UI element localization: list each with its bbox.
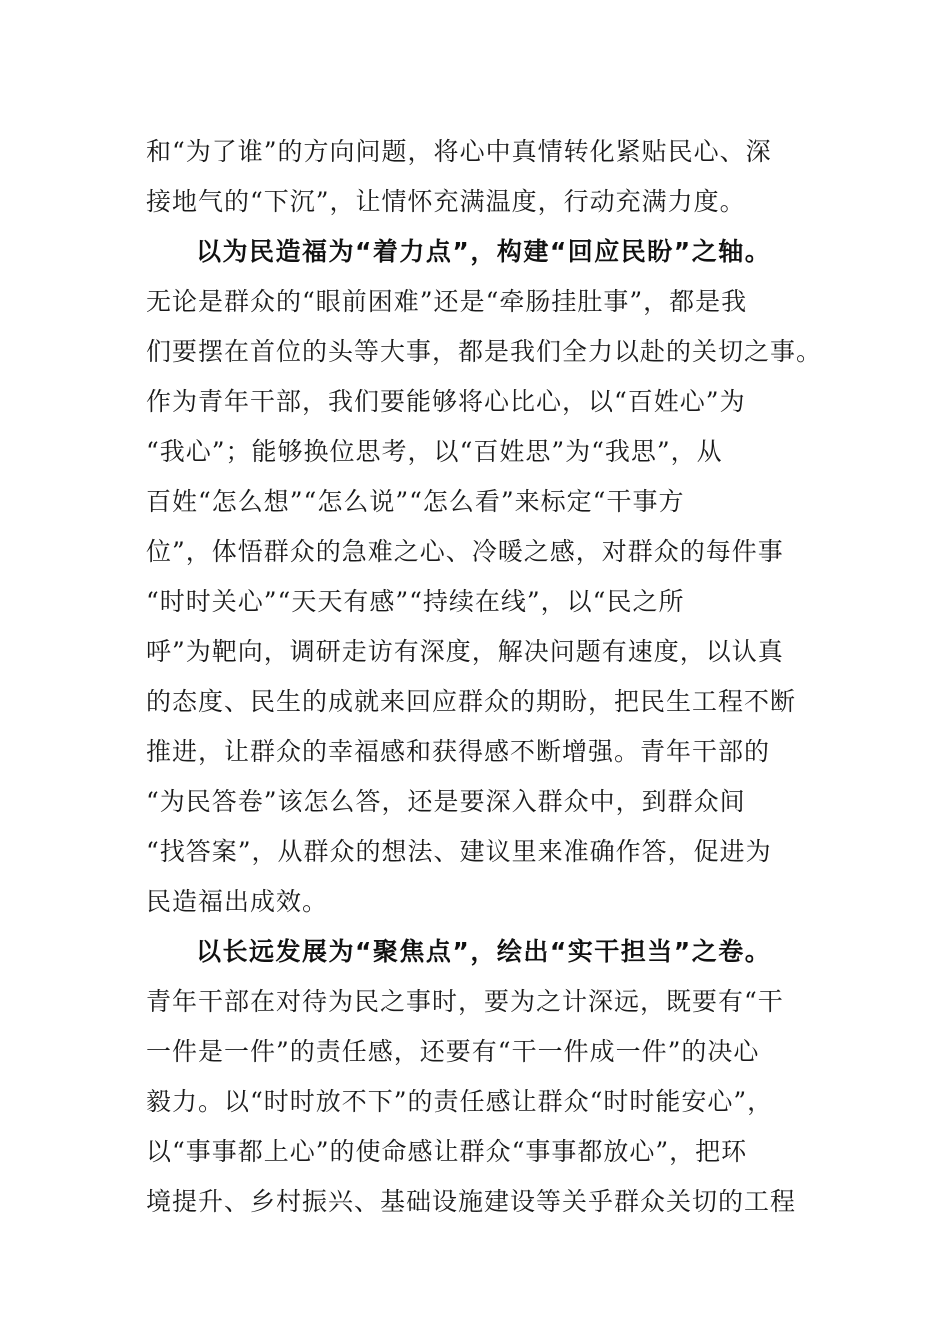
body-text-line: 推进，让群众的幸福感和获得感不断增强。青年干部的 xyxy=(146,737,771,766)
body-text-line: 呼”为靶向，调研走访有深度，解决问题有速度，以认真 xyxy=(146,637,784,666)
body-text-line: 百姓“怎么想”“怎么说”“怎么看”来标定“干事方 xyxy=(146,487,685,516)
body-text-line: “找答案”，从群众的想法、建议里来准确作答，促进为 xyxy=(146,837,772,866)
body-text-line: 们要摆在首位的头等大事，都是我们全力以赴的关切之事。 xyxy=(146,337,823,366)
body-text-line: 一件是一件”的责任感，还要有“干一件成一件”的决心 xyxy=(146,1037,760,1066)
body-text-line: 和“为了谁”的方向问题，将心中真情转化紧贴民心、深 xyxy=(146,137,772,166)
body-text-line: 无论是群众的“眼前困难”还是“牵肠挂肚事”，都是我 xyxy=(146,287,748,316)
body-text-line: 接地气的“下沉”，让情怀充满温度，行动充满力度。 xyxy=(146,187,746,216)
body-text-line: 的态度、民生的成就来回应群众的期盼，把民生工程不断 xyxy=(146,687,797,716)
body-text-line: “我心”；能够换位思考，以“百姓思”为“我思”，从 xyxy=(146,437,723,466)
body-text-line: 作为青年干部，我们要能够将心比心，以“百姓心”为 xyxy=(146,387,746,416)
body-text-line: 民造福出成效。 xyxy=(146,887,329,916)
body-text-line: “时时关心”“天天有感”“持续在线”，以“民之所 xyxy=(146,587,685,616)
section-heading: 以长远发展为“聚焦点”，绘出“实干担当”之卷。 xyxy=(196,937,772,966)
section-heading: 以为民造福为“着力点”，构建“回应民盼”之轴。 xyxy=(196,237,772,266)
body-text-line: 青年干部在对待为民之事时，要为之计深远，既要有“干 xyxy=(146,987,784,1016)
body-text-line: “为民答卷”该怎么答，还是要深入群众中，到群众间 xyxy=(146,787,746,816)
body-text-line: 以“事事都上心”的使命感让群众“事事都放心”，把环 xyxy=(146,1137,748,1166)
body-text-line: 位”，体悟群众的急难之心、冷暖之感，对群众的每件事 xyxy=(146,537,784,566)
body-text-line: 毅力。以“时时放不下”的责任感让群众“时时能安心”， xyxy=(146,1087,774,1116)
body-text-line: 境提升、乡村振兴、基础设施建设等关乎群众关切的工程 xyxy=(146,1187,797,1216)
